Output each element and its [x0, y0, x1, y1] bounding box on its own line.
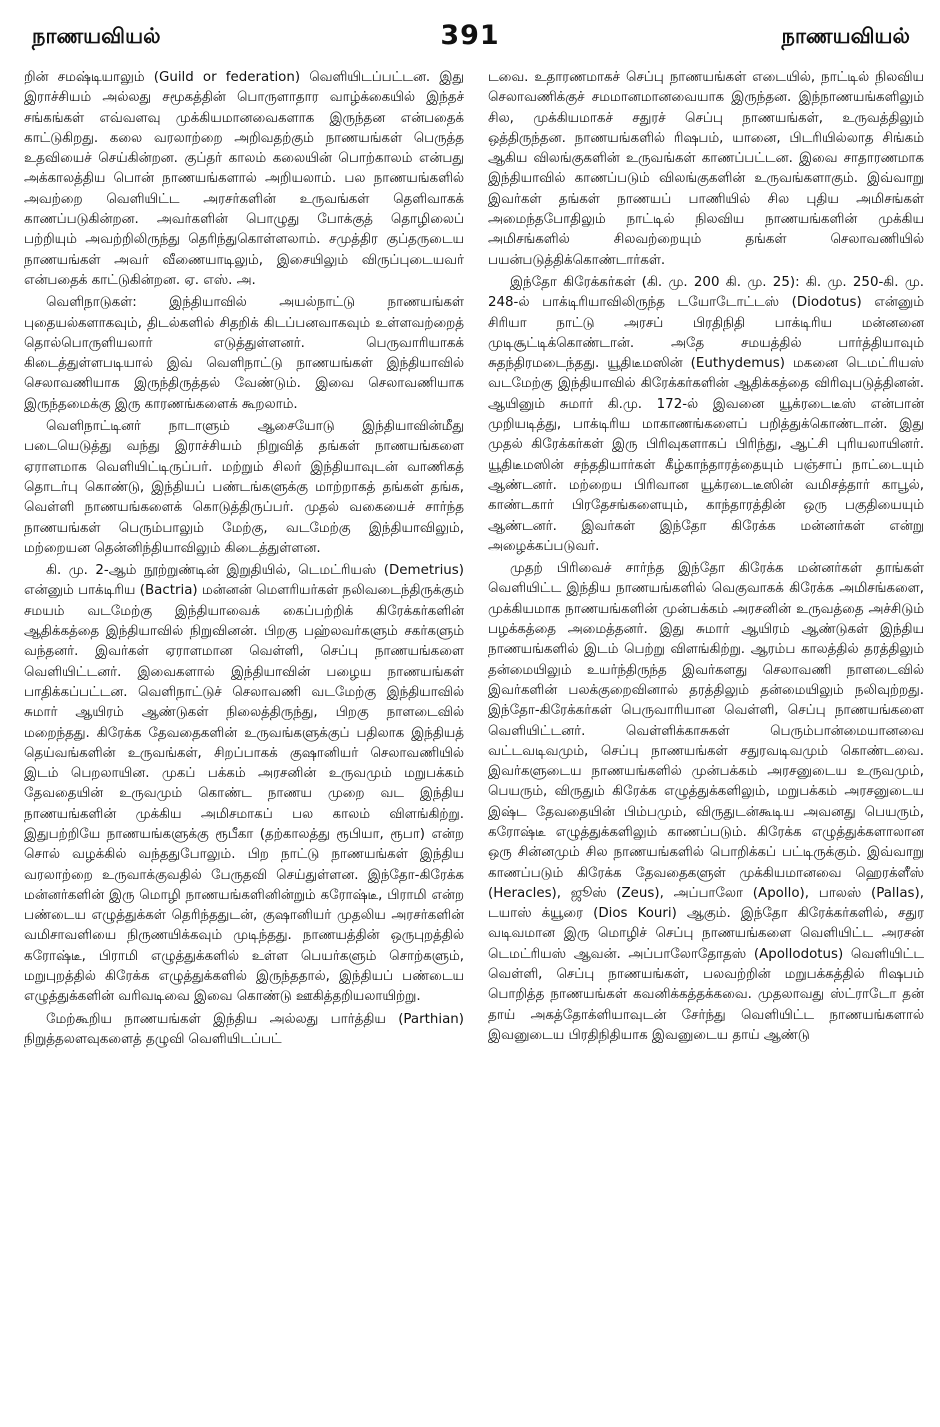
paragraph: கி. மு. 2-ஆம் நூற்றுண்டின் இறுதியில், டெமட்ரியஸ் (Demetrius) என்னும் பாக்டிரிய (Bactria) மன்னன் மௌரியர்கள் நலிவடைந்திருக்கும் சமயம் வடமேற்கு இந்தியாவைக் கைப்பற்றிக் கிரேக்கர்களின் ஆதிக்கத்தை இந்தியாவில் நிறுவினன். பிறகு பஹ்லவர்களும் சகர்களும் வந்தனர். இவர்கள் ஏராளமான வெள்ளி, செப்பு நாணயங்களை வெளியிட்டனர். இவைகளால் இந்தியாவின் பழைய நாணயங்கள் பாதிக்கப்பட்டன. வெளிநாட்டுச் செலாவணி வடமேற்கு இந்தியாவில் சுமார் ஆயிரம் ஆண்டுகள் நிலைத்திருந்து, பிறகு நாளடைவில் மறைந்தது. கிரேக்க தேவதைகளின் உருவங்களுக்குப் பதிலாக இந்தியத் தெய்வங்களின் உருவங்கள், சிறப்பாகக் குஷானியர் செலாவணியில் இடம் பெறலாயின. முகப் பக்கம் அரசனின் உருவமும் மறுபக்கம் தேவதையின் உருவமும் கொண்ட நாணய முறை வட இந்திய நாணயங்களின் முக்கிய அமிசமாகப் பல காலம் விளங்கிற்று. இதுபற்றியே நாணயங்களுக்கு ரூபீகா (தற்காலத்து ரூபியா, ரூபா) என்ற சொல் வழக்கில் வந்ததுபோலும். பிற நாட்டு நாணயங்கள் இந்திய வரலாற்றை உருவாக்குவதில் பேருதவி செய்துள்ளன. இந்தோ-கிரேக்க மன்னர்களின் இரு மொழி நாணயங்களினின்றும் கரோஷ்டீ, பிராமி என்ற பண்டைய எழுத்துக்கள் தெரிந்ததுடன், குஷானியர் முதலிய அரசர்களின் வமிசாவளியை நிருணயிக்கவும் முடிந்தது. நாணயத்தின் ஒருபுறத்தில் கரோஷ்டீ, பிராமி எழுத்துக்களில் உள்ள பெயர்களும் சொற்களும், மறுபுறத்தில் கிரேக்க எழுத்துக்களில் இருந்ததால், இந்தியப் பண்டைய எழுத்துக்களின் வரிவடிவை இவை கொண்டு ஊகித்தறியலாயிற்று.	[24, 563, 464, 1005]
right-column	[488, 68, 924, 1418]
page-header	[0, 0, 940, 60]
paragraph: வெளிநாடுகள்: இந்தியாவில் அயல்நாட்டு நாணயங்கள் புதையல்களாகவும், திடல்களில் சிதறிக் கிடப்பனவாகவும் உள்ளவற்றைத் தொல்பொருளியலார் எடுத்துள்ளனர். பெருவாரியாகக் கிடைத்துள்ளபடியால் இவ் வெளிநாட்டு நாணயங்கள் இந்தியாவில் செலாவணியாக இருந்திருத்தல் வேண்டும். இவை செலாவணியாக இருந்தமைக்கு இரு காரணங்களைக் கூறலாம்.	[24, 295, 464, 412]
paragraph: முதற் பிரிவைச் சார்ந்த இந்தோ கிரேக்க மன்னர்கள் தாங்கள் வெளியிட்ட இந்திய நாணயங்களில் வெகுவாகக் கிரேக்க அமிசங்களை, முக்கியமாக நாணயங்களின் முன்பக்கம் அரசனின் உருவத்தை அச்சிடும் பழக்கத்தை அமைத்தனர். இது சுமார் ஆயிரம் ஆண்டுகள் இந்திய நாணயங்களில் இடம் பெற்று விளங்கிற்று. ஆரம்ப காலத்தில் தரத்திலும் தன்மையிலும் உயர்ந்திருந்த இவர்களது செலாவணி நாளடைவில் இவர்களின் பலக்குறைவினால் தரத்திலும் தன்மையிலும் நலிவுற்றது. இந்தோ-கிரேக்கர்கள் பெருவாரியான வெள்ளி, செப்பு நாணயங்களை வெளியிட்டனர். வெள்ளிக்காசுகள் பெரும்பான்மையானவை வட்டவடிவமும், செப்பு நாணயங்கள் சதுரவடிவமும் கொண்டவை. இவர்களுடைய நாணயங்களில் முன்பக்கம் அரசனுடைய உருவமும், பெயரும், விருதும் கிரேக்க எழுத்துக்களிலும், மறுபக்கம் அரசனுடைய இஷ்ட தேவதையின் பிம்பமும், விருதுடன்கூடிய அவனது பெயரும், கரோஷ்டீ எழுத்துக்களிலும் காணப்படும். கிரேக்க எழுத்துக்களாலான ஒரு சின்னமும் சில நாணயங்களில் பொறிக்கப் பட்டிருக்கும். இவ்வாறு காணப்படும் கிரேக்க தேவதைகளுள் முக்கியமானவை ஹெரக்ளீஸ் (Heracles), ஜூஸ் (Zeus), அப்பாலோ (Apollo), பாலஸ் (Pallas), டயாஸ் க்யூரை (Dios Kouri) ஆகும். இந்தோ கிரேக்கர்களில், சதுர வடிவமான இரு மொழிச் செப்பு நாணயங்களை வெளியிட்ட அரசன் டெமட்ரியஸ் ஆவன். அப்பாலோதோதஸ் (Apollodotus) வெளியிட்ட வெள்ளி, செப்பு நாணயங்கள், பலவற்றின் மறுபக்கத்தில் ரிஷபம் பொறித்த நாணயங்கள் கவனிக்கத்தக்கவை. முதலாவது ஸ்ட்ராடோ தன் தாய் அகத்தோக்ளியாவுடன் சேர்ந்து வெளியிட்ட நாணயங்களால் இவனுடைய பிரதிநிதியாக இவனுடைய தாய் ஆண்டு	[488, 561, 924, 1043]
paragraph: றின் சமஷ்டியாலும் (Guild or federation) வெளியிடப்பட்டன. இது இராச்சியம் அல்லது சமூகத்தின் பொருளாதார வாழ்க்கையில் இந்தச் சங்கங்கள் எவ்வளவு முக்கியமானவைகளாக இருந்தன என்பதைக் காட்டுகிறது. கலை வரலாற்றை அறிவதற்கும் நாணயங்கள் பெருத்த உதவியைச் செய்கின்றன. குப்தர் காலம் கலையின் பொற்காலம் என்பது அக்காலத்திய பொன் நாணயங்களால் அறியலாம். பல நாணயங்களில் அவற்றை வெளியிட்ட அரசர்களின் உருவங்கள் தெளிவாகக் காணப்படுகின்றன. அவர்களின் பொழுது போக்குத் தொழிலைப் பற்றியும் அவற்றிலிருந்து தெரிந்துகொள்ளலாம். சமுத்திர குப்தருடைய நாணயங்கள் அவர் வீணையாடிலும், இசையிலும் விருப்புடையவர் என்பதைக் காட்டுகின்றன. ஏ. எஸ். அ.	[24, 70, 464, 288]
running-head-left: நாணயவியல்	[32, 24, 161, 48]
paragraph: இந்தோ கிரேக்கர்கள் (கி. மு. 200 கி. மு. 25): கி. மு. 250-கி. மு. 248-ல் பாக்டிரியாவிலிருந்த டயோடோட்டஸ் (Diodotus) என்னும் சிரியா நாட்டு அரசப் பிரதிநிதி பாக்டிரிய மன்னனை முடிசூட்டிக்கொண்டான். அதே சமயத்தில் பார்த்தியாவும் சுதந்திரமடைந்தது. யூதிடீமஸின் (Euthydemus) மகனை டெமட்ரியஸ் வடமேற்கு இந்தியாவில் கிரேக்கர்களின் ஆதிக்கத்தை விரிவுபடுத்தினன். ஆயினும் சுமார் கி.மு. 172-ல் இவனை யூக்ரடைடீஸ் என்பான் முறியடித்து, பாக்டிரிய மாகாணங்களைப் பறித்துக்கொண்டான். இது முதல் கிரேக்கர்கள் இரு பிரிவுகளாகப் பிரிந்து, ஆட்சி புரியலாயினர். யூதிடீமஸின் சந்ததியார்கள் கீழ்காந்தாரத்தையும் பஞ்சாப் நாட்டையும் ஆண்டனர். மற்றைய பிரிவான யூக்ரடைடீஸின் வமிசத்தார் காபூல், காண்டகார் பிரதேசங்களையும், காந்தாரத்தின் ஒரு பகுதியையும் ஆண்டனர். இவர்கள் இந்தோ கிரேக்க மன்னர்கள் என்று அழைக்கப்படுவர்.	[488, 274, 924, 554]
page-number: 391	[440, 20, 500, 51]
paragraph: வெளிநாட்டினர் நாடாளும் ஆசையோடு இந்தியாவின்மீது படையெடுத்து வந்து இராச்சியம் நிறுவித் தங்கள் நாணயங்களை ஏராளமாக வெளியிட்டிருப்பர். மற்றும் சிலர் இந்தியாவுடன் வாணிகத் தொடர்பு கொண்டு, இந்தியப் பண்டங்களுக்கு மாற்றாகத் தங்கள் தங்க, வெள்ளி நாணயங்களைக் கொடுத்திருப்பர். முதல் வகையைச் சார்ந்த நாணயங்கள் பெரும்பாலும் மேற்கு, வடமேற்கு இந்தியாவிலும், மற்றையன தென்னிந்தியாவிலும் கிடைத்துள்ளன.	[24, 419, 464, 556]
paragraph: மேற்கூறிய நாணயங்கள் இந்திய அல்லது பார்த்திய (Parthian) நிறுத்தலளவுகளைத் தழுவி வெளியிடப்பட்	[24, 1011, 464, 1047]
running-head-right: நாணயவியல்	[781, 24, 910, 48]
left-column	[24, 68, 464, 1418]
paragraph: டவை. உதாரணமாகச் செப்பு நாணயங்கள் எடையில், நாட்டில் நிலவிய செலாவணிக்குச் சமமானமானவையாக இருந்தன. இந்நாணயங்களிலும் சில, முக்கியமாகச் சதுரச் செப்பு நாணயங்கள், உருவத்திலும் ஒத்திருந்தன. நாணயங்களில் ரிஷபம், யானை, பிடரியில்லாத சிங்கம் ஆகிய விலங்குகளின் உருவங்கள் காணப்பட்டன. இவை சாதாரணமாக இந்தியாவில் காணப்படும் விலங்குகளின் உருவங்களாகும். இவ்வாறு இவர்கள் தங்கள் நாணயப் பாணியில் சில புதிய அமிசங்கள் அமைந்தபோதிலும் நாட்டில் நிலவிய நாணயங்களின் முக்கிய அமிசங்களில் சிலவற்றையும் தங்கள் செலாவணியில் பயன்படுத்திக்கொண்டார்கள்.	[488, 70, 924, 268]
